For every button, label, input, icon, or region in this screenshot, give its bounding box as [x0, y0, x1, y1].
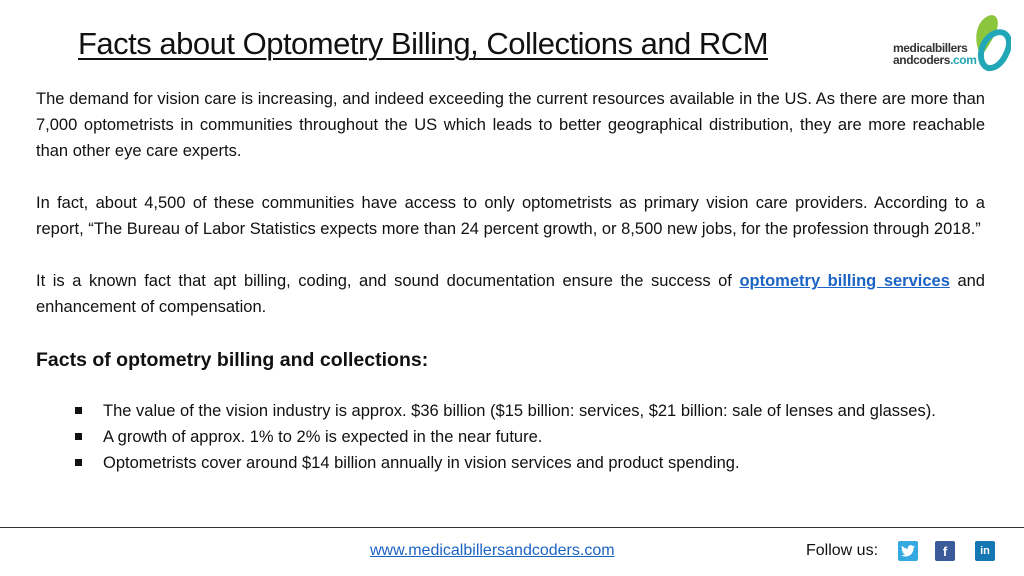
facebook-icon[interactable]: f: [935, 541, 955, 561]
paragraph-communities: In fact, about 4,500 of these communities have access to only optometrists as primary vision care providers. According to a report, “The Bureau of Labor Statistics expects more than 24 percent growth, or 8,500 new jobs, for the profession through 2018.”: [36, 194, 985, 238]
footer-divider: [0, 527, 1024, 528]
square-bullet-icon: [75, 433, 82, 440]
main-content: [36, 86, 985, 476]
list-item: [103, 450, 985, 476]
list-item: [103, 398, 985, 424]
facts-list: [36, 398, 985, 476]
logo-line2: [893, 54, 977, 66]
company-logo[interactable]: [893, 12, 1011, 72]
logo-suffix: .com: [950, 53, 977, 67]
paragraph-billing-text-start: It is a known fact that apt billing, coding, and sound documentation ensure the success of: [36, 272, 740, 290]
paragraph-demand: The demand for vision care is increasing, and indeed exceeding the current resources available in the US. As there are more than 7,000 optometrists in communities throughout the US which leads to better geographical distribution, they are more reachable than other eye care experts.: [36, 90, 985, 160]
list-item: [103, 424, 985, 450]
square-bullet-icon: [75, 407, 82, 414]
facts-subheading: Facts of optometry billing and collections:: [36, 349, 429, 371]
website-link[interactable]: www.medicalbillersandcoders.com: [370, 542, 615, 559]
logo-line2-main: andcoders: [893, 53, 951, 67]
list-item-text: Optometrists cover around $14 billion annually in vision services and product spending.: [103, 454, 740, 472]
follow-us-label: Follow us:: [806, 542, 879, 559]
linkedin-icon[interactable]: in: [975, 541, 995, 561]
logo-text: [893, 42, 977, 66]
twitter-bird-icon: [901, 545, 915, 557]
optometry-billing-services-link[interactable]: optometry billing services: [739, 272, 950, 290]
twitter-icon[interactable]: [898, 541, 918, 561]
paragraph-billing: [36, 268, 985, 320]
list-item-text: The value of the vision industry is approx. $36 billion ($15 billion: services, $21 billion: sale of lenses and glasses).: [103, 402, 936, 420]
square-bullet-icon: [75, 459, 82, 466]
paragraph-billing-text-end: and enhancement of compensation.: [36, 272, 985, 316]
list-item-text: A growth of approx. 1% to 2% is expected in the near future.: [103, 428, 543, 446]
page-title: Facts about Optometry Billing, Collections and RCM: [78, 26, 769, 61]
logo-line1: medicalbillers: [893, 41, 968, 55]
